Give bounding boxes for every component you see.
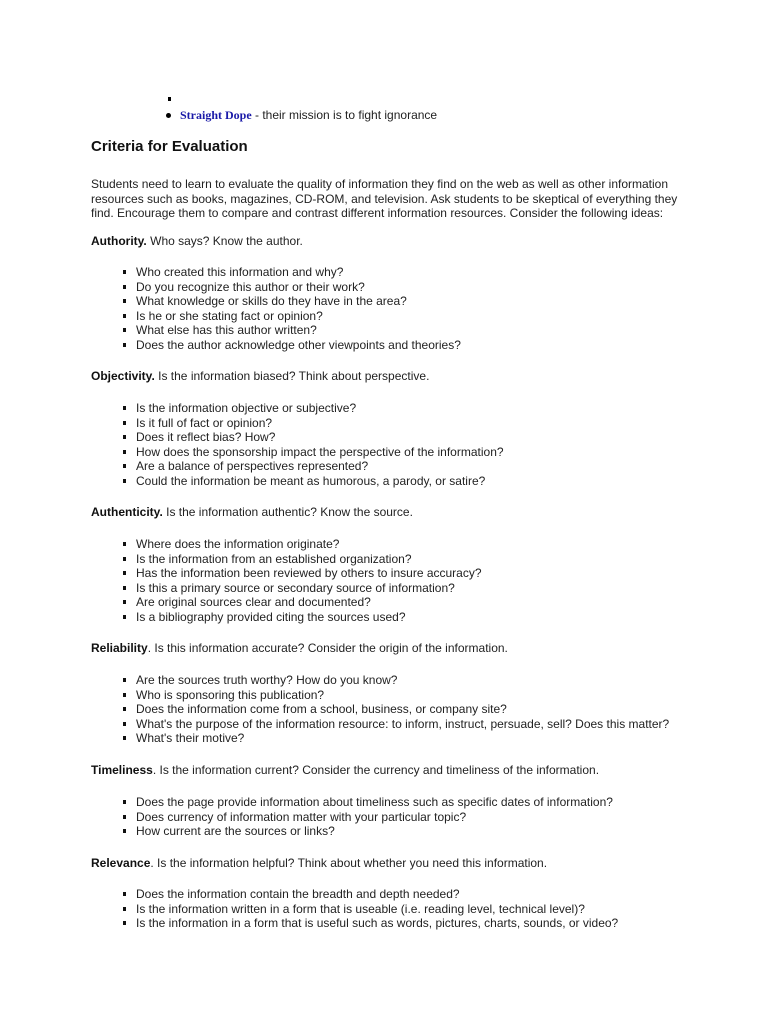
disc-bullet-icon: [166, 113, 171, 118]
list-item: Do you recognize this author or their work?: [122, 280, 461, 295]
section-reliability-heading: [91, 641, 508, 656]
section-text: Is the information authentic? Know the source.: [162, 505, 413, 519]
objectivity-criteria-list: [122, 401, 504, 488]
list-item: Does the page provide information about timeliness such as specific dates of information?: [122, 795, 613, 810]
list-item-straight-dope: [163, 107, 437, 123]
list-item: Who created this information and why?: [122, 265, 461, 280]
intro-paragraph: Students need to learn to evaluate the quality of information they find on the web as well as other information resources such as books, magazines, CD-ROM, and television. Ask students to be skeptical of everything they find. Encourage them to compare and contrast different information resources. Consider the following ideas:: [91, 177, 678, 220]
list-item: Has the information been reviewed by others to insure accuracy?: [122, 566, 482, 581]
section-text: Who says? Know the author.: [146, 234, 303, 248]
section-label: Objectivity.: [91, 369, 155, 383]
list-item: Is the information from an established organization?: [122, 552, 482, 567]
list-item: Is it full of fact or opinion?: [122, 416, 504, 431]
relevance-criteria-list: [122, 887, 618, 931]
list-item: Is the information written in a form that is useable (i.e. reading level, technical level)?: [122, 902, 618, 917]
straight-dope-link[interactable]: Straight Dope: [180, 108, 252, 122]
list-item: Is he or she stating fact or opinion?: [122, 309, 461, 324]
section-text: Is the information biased? Think about perspective.: [154, 369, 430, 383]
timeliness-criteria-list: [122, 795, 613, 839]
list-item: Does the information come from a school, business, or company site?: [122, 702, 669, 717]
square-bullet-icon: [168, 97, 171, 101]
straight-dope-description: - their mission is to fight ignorance: [251, 108, 438, 122]
list-item: What's the purpose of the information resource: to inform, instruct, persuade, sell? Does this matter?: [122, 717, 669, 732]
list-item: Are a balance of perspectives represented?: [122, 459, 504, 474]
list-item: Where does the information originate?: [122, 537, 482, 552]
list-item: Could the information be meant as humorous, a parody, or satire?: [122, 474, 504, 489]
list-item: How current are the sources or links?: [122, 824, 613, 839]
list-item: What else has this author written?: [122, 323, 461, 338]
section-objectivity-heading: [91, 369, 429, 384]
list-item: Is the information in a form that is useful such as words, pictures, charts, sounds, or video?: [122, 916, 618, 931]
list-item: Does the information contain the breadth and depth needed?: [122, 887, 618, 902]
list-item: What knowledge or skills do they have in the area?: [122, 294, 461, 309]
authenticity-criteria-list: [122, 537, 482, 624]
list-item: Is this a primary source or secondary source of information?: [122, 581, 482, 596]
section-authority-heading: [91, 234, 303, 249]
section-authenticity-heading: [91, 505, 413, 520]
section-label: Reliability: [91, 641, 148, 655]
list-item: Are the sources truth worthy? How do you know?: [122, 673, 669, 688]
list-item: Is the information objective or subjective?: [122, 401, 504, 416]
list-item: Are original sources clear and documented?: [122, 595, 482, 610]
resource-link-list: [163, 91, 437, 123]
section-label: Relevance: [91, 856, 151, 870]
section-text: . Is the information current? Consider the currency and timeliness of the information.: [152, 763, 600, 777]
section-label: Authority.: [91, 234, 147, 248]
section-timeliness-heading: [91, 763, 599, 778]
list-item: How does the sponsorship impact the perspective of the information?: [122, 445, 504, 460]
list-item: Does it reflect bias? How?: [122, 430, 504, 445]
section-label: Authenticity.: [91, 505, 163, 519]
list-item: Is a bibliography provided citing the sources used?: [122, 610, 482, 625]
authority-criteria-list: [122, 265, 461, 352]
list-item: Who is sponsoring this publication?: [122, 688, 669, 703]
empty-list-item: [163, 91, 437, 107]
page-title: Criteria for Evaluation: [91, 138, 248, 155]
section-relevance-heading: [91, 856, 547, 871]
section-text: . Is the information helpful? Think about whether you need this information.: [150, 856, 548, 870]
reliability-criteria-list: [122, 673, 669, 746]
section-text: . Is this information accurate? Consider the origin of the information.: [147, 641, 508, 655]
section-label: Timeliness: [91, 763, 153, 777]
list-item: What's their motive?: [122, 731, 669, 746]
list-item: Does the author acknowledge other viewpoints and theories?: [122, 338, 461, 353]
list-item: Does currency of information matter with your particular topic?: [122, 810, 613, 825]
